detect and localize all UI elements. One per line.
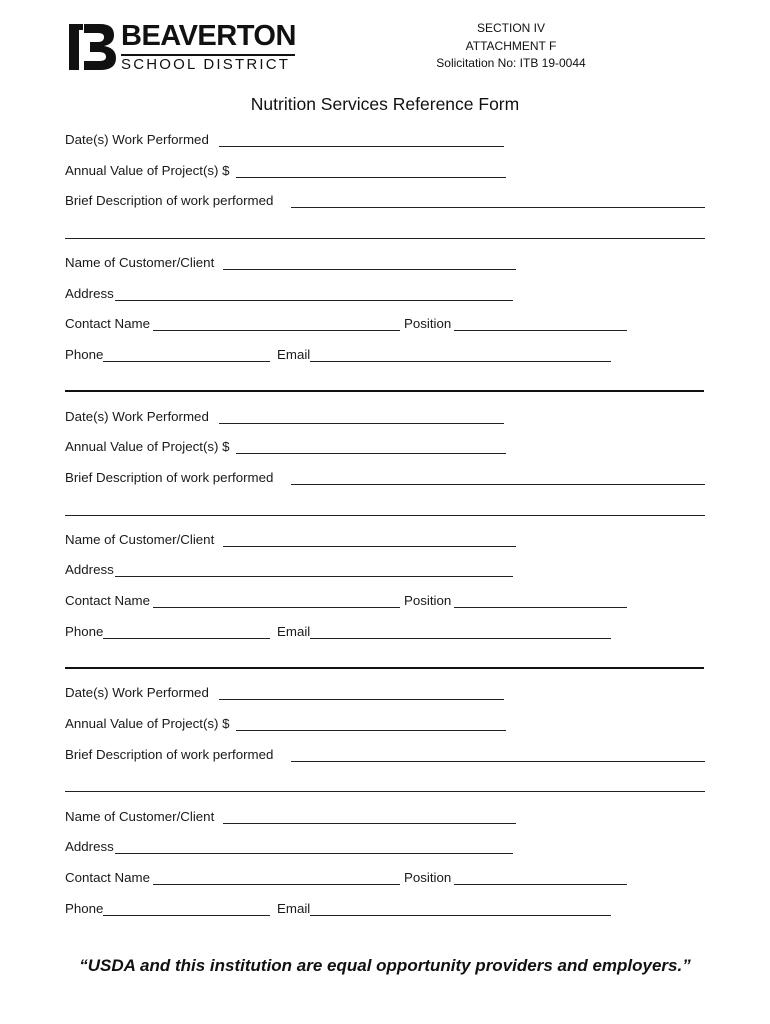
position-field[interactable]: [454, 330, 627, 331]
logo-subtitle: SCHOOL DISTRICT: [121, 56, 291, 73]
brief-description-field-continued[interactable]: [65, 515, 705, 516]
dates-label: Date(s) Work Performed: [65, 409, 209, 424]
contact-name-field[interactable]: [153, 884, 400, 885]
customer-field[interactable]: [223, 823, 516, 824]
form-title: Nutrition Services Reference Form: [250, 94, 520, 114]
email-label: Email: [277, 901, 311, 916]
brief-description-field[interactable]: [291, 207, 705, 208]
brief-description-label: Brief Description of work performed: [65, 470, 274, 485]
brief-description-field[interactable]: [291, 484, 705, 485]
annual-value-field[interactable]: [236, 730, 506, 731]
contact-name-label: Contact Name: [65, 593, 150, 608]
brief-description-field[interactable]: [291, 761, 705, 762]
brief-description-field-continued[interactable]: [65, 238, 705, 239]
brief-description-field-continued[interactable]: [65, 791, 705, 792]
phone-label: Phone: [65, 624, 104, 639]
customer-field[interactable]: [223, 546, 516, 547]
address-field[interactable]: [115, 853, 513, 854]
annual-value-field[interactable]: [236, 453, 506, 454]
position-field[interactable]: [454, 607, 627, 608]
section-label: SECTION IV: [476, 21, 545, 35]
phone-field[interactable]: [103, 638, 270, 639]
customer-label: Name of Customer/Client: [65, 532, 215, 547]
dates-field[interactable]: [219, 699, 504, 700]
position-label: Position: [404, 870, 452, 885]
section-divider: [65, 390, 704, 392]
brief-description-label: Brief Description of work performed: [65, 193, 274, 208]
phone-label: Phone: [65, 901, 104, 916]
email-field[interactable]: [310, 638, 611, 639]
address-label: Address: [65, 562, 114, 577]
email-field[interactable]: [310, 915, 611, 916]
position-label: Position: [404, 593, 452, 608]
dates-field[interactable]: [219, 423, 504, 424]
usda-statement: “USDA and this institution are equal opportunity providers and employers.”: [79, 956, 691, 975]
dates-label: Date(s) Work Performed: [65, 132, 209, 147]
customer-label: Name of Customer/Client: [65, 255, 215, 270]
district-logo-icon: [68, 22, 118, 72]
customer-label: Name of Customer/Client: [65, 809, 215, 824]
solicitation-number: Solicitation No: ITB 19-0044: [436, 56, 586, 70]
email-label: Email: [277, 624, 311, 639]
contact-name-field[interactable]: [153, 330, 400, 331]
address-label: Address: [65, 839, 114, 854]
attachment-label: ATTACHMENT F: [465, 39, 557, 53]
section-divider: [65, 667, 704, 669]
annual-value-label: Annual Value of Project(s) $: [65, 163, 230, 178]
annual-value-label: Annual Value of Project(s) $: [65, 716, 230, 731]
address-field[interactable]: [115, 300, 513, 301]
email-label: Email: [277, 347, 311, 362]
logo-name: BEAVERTON: [121, 20, 296, 52]
dates-field[interactable]: [219, 146, 504, 147]
customer-field[interactable]: [223, 269, 516, 270]
dates-label: Date(s) Work Performed: [65, 685, 209, 700]
email-field[interactable]: [310, 361, 611, 362]
address-label: Address: [65, 286, 114, 301]
contact-name-label: Contact Name: [65, 316, 150, 331]
phone-label: Phone: [65, 347, 104, 362]
position-field[interactable]: [454, 884, 627, 885]
address-field[interactable]: [115, 576, 513, 577]
contact-name-field[interactable]: [153, 607, 400, 608]
contact-name-label: Contact Name: [65, 870, 150, 885]
phone-field[interactable]: [103, 361, 270, 362]
position-label: Position: [404, 316, 452, 331]
annual-value-label: Annual Value of Project(s) $: [65, 439, 230, 454]
annual-value-field[interactable]: [236, 177, 506, 178]
brief-description-label: Brief Description of work performed: [65, 747, 274, 762]
phone-field[interactable]: [103, 915, 270, 916]
